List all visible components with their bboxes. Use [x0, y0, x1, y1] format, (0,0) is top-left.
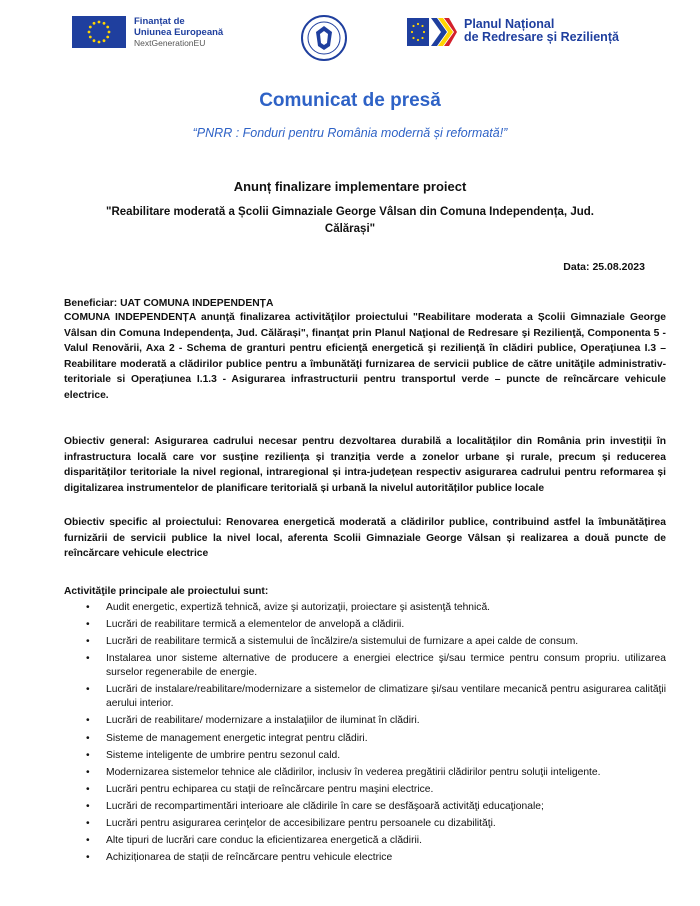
list-item-text: Lucrări de instalare/reabilitare/modernizare a sistemelor de climatizare şi/sau ventilare mecanică pentru asigurarea calităţii aerului interior.: [106, 684, 666, 710]
list-item: [64, 766, 666, 780]
list-item: [64, 652, 666, 680]
eu-line2: Uniunea Europeană: [134, 27, 224, 38]
bullet-icon: •: [86, 684, 90, 696]
bullet-icon: •: [86, 818, 90, 830]
bullet-icon: •: [86, 636, 90, 648]
bullet-icon: •: [86, 800, 90, 812]
list-item-text: Lucrări de reabilitare/ modernizare a instalaţiilor de iluminat în clădiri.: [106, 715, 420, 727]
bullet-icon: •: [86, 715, 90, 727]
pnrr-line1: Planul Național: [464, 17, 555, 31]
list-item: [64, 749, 666, 763]
list-item-text: Instalarea unor sisteme alternative de producere a energiei electrice şi/sau termice pentru consum propriu. utilizarea surselor regenerabile de energie.: [106, 653, 666, 679]
beneficiary-paragraph: COMUNA INDEPENDENȚA anunţă finalizarea activităţilor proiectului "Reabilitare moderata a Școlii Gimnaziale George Vâlsan din Comuna Independența, Jud. Călărași", finanţat prin Planul Naţional de Redresare şi Rezilienţă, Componenta 5 - Valul Renovării, Axa 2 - Schema de granturi pentru eficienţă energetică şi rezilienţă în clădiri publice, Operaţiunea I.3 – Reabilitare moderată a clădirilor publice pentru a îmbunătăţi furnizarea de servicii publice de către unităţile administrativ-teritoriale si Operațiunea I.1.3 - Asigurarea infrastructurii pentru transportul verde – puncte de reîncărcare vehicule electrice.: [64, 312, 666, 401]
pnrr-line2: de Redresare și Reziliență: [464, 30, 619, 44]
beneficiary-heading: Beneficiar: UAT COMUNA INDEPENDENȚA: [64, 298, 274, 309]
list-item-text: Lucrări de reabilitare termică a elementelor de anvelopă a clădirii.: [106, 619, 405, 631]
list-item-text: Achiziționarea de stații de reîncărcare pentru vehicule electrice: [106, 852, 393, 864]
bullet-icon: •: [86, 732, 90, 744]
page-title: Comunicat de presă: [259, 90, 441, 111]
list-item-text: Alte tipuri de lucrări care conduc la eficientizarea energetică a clădirii.: [106, 835, 422, 847]
list-item: [64, 683, 666, 711]
list-item: [64, 783, 666, 797]
list-item-text: Sisteme de management energetic integrat pentru clădiri.: [106, 732, 368, 744]
bullet-icon: •: [86, 852, 90, 864]
bullet-icon: •: [86, 835, 90, 847]
government-seal-icon: [300, 14, 348, 62]
list-item-text: Lucrări de recompartimentări interioare ale clădirile în care se desfăşoară activităţi educaţionale;: [106, 800, 544, 812]
eu-funding-text: [134, 16, 223, 49]
list-item-text: Audit energetic, expertiză tehnică, avize şi autorizaţii, proiectare şi asistenţă tehnică.: [106, 602, 491, 613]
bullet-icon: •: [86, 602, 90, 613]
bullet-icon: •: [86, 783, 90, 795]
bullet-icon: •: [86, 766, 90, 778]
list-item-text: Lucrări pentru asigurarea cerinţelor de accesibilizare pentru persoanele cu dizabilităţi.: [106, 818, 496, 830]
eu-flag-icon: [72, 16, 126, 48]
list-item: [64, 635, 666, 649]
eu-line1: Finanțat de: [134, 16, 185, 27]
list-item: [64, 851, 666, 865]
general-objective: Obiectiv general: Asigurarea cadrului necesar pentru dezvoltarea durabilă a localităților din România prin investiții în infrastructura locală care vor susține reziliența și tranziția verde a zonelor urbane și rurale, precum și reducerea disparităților teritoriale la nivel regional, intraregional și intra-județean respectiv asigurarea cadrului pentru reformarea și digitalizarea instrumentelor de planificare teritorială și urbană la nivelul autorităților publice locale: [64, 436, 666, 494]
list-item: [64, 714, 666, 728]
list-item-text: Lucrări pentru echiparea cu staţii de reîncărcare pentru maşini electrice.: [106, 783, 434, 795]
list-item-text: Sisteme inteligente de umbrire pentru sezonul cald.: [106, 749, 341, 761]
pnrr-flag-icon: [407, 18, 457, 46]
eu-line3: NextGenerationEU: [134, 38, 206, 48]
bullet-icon: •: [86, 619, 90, 631]
list-item: [64, 834, 666, 848]
list-item: [64, 817, 666, 831]
list-item: [64, 601, 666, 615]
bullet-icon: •: [86, 749, 90, 761]
pnrr-text: [464, 18, 619, 44]
announcement-heading: Anunț finalizare implementare proiect: [233, 179, 467, 194]
page-subtitle: “PNRR : Fonduri pentru România modernă și reformată!”: [192, 126, 508, 140]
activities-heading: Activităţile principale ale proiectului sunt:: [64, 586, 269, 597]
specific-objective: Obiectiv specific al proiectului: Renovarea energetică moderată a clădirilor publice, contribuind astfel la îmbunătățirea furnizării de servicii publice la nivel local, aferenta Scolii Gimnaziale George Vâlsan și realizarea a două puncte de reîncărcare vehicule electrice: [64, 517, 666, 559]
activities-list: [64, 601, 666, 868]
list-item-text: Lucrări de reabilitare termică a sistemului de încălzire/a sistemului de furnizare a apei calde de consum.: [106, 636, 579, 648]
list-item: [64, 618, 666, 632]
bullet-icon: •: [86, 653, 90, 665]
list-item: [64, 732, 666, 746]
document-date: Data: 25.08.2023: [563, 261, 645, 273]
list-item: [64, 800, 666, 814]
header-logos: [0, 0, 700, 70]
list-item-text: Modernizarea sistemelor tehnice ale clădirilor, inclusiv în vederea pregătirii clădirilor pentru soluţii inteligente.: [106, 766, 601, 778]
project-title: "Reabilitare moderată a Școlii Gimnaziale George Vâlsan din Comuna Independența, Jud. Călărași": [106, 206, 594, 235]
